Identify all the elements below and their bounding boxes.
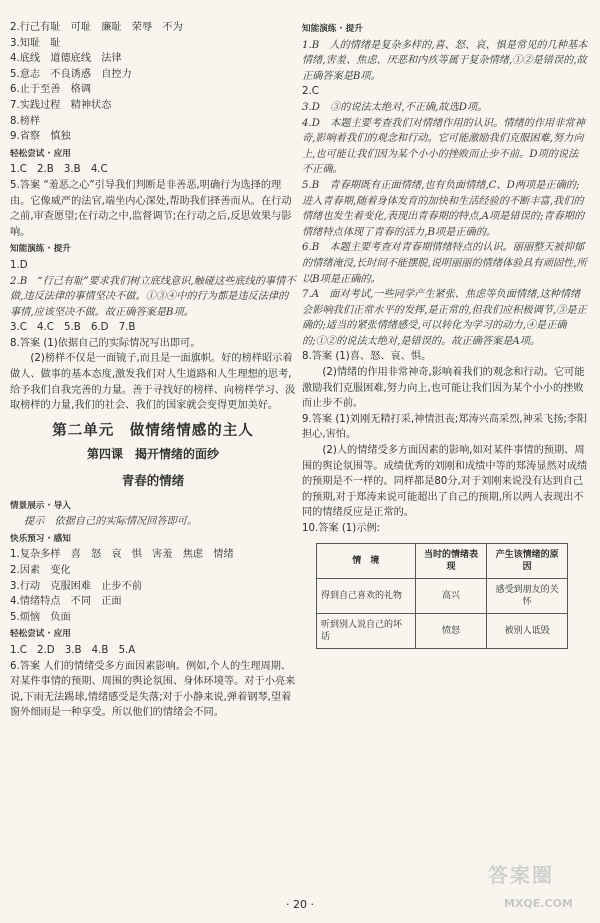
table-cell: 听到别人说自己的坏话 [317, 613, 416, 648]
answer-line: 7.实践过程 精神状态 [10, 99, 112, 111]
answer-line: 3.行动 克服困难 止步不前 [10, 580, 142, 592]
answer-paragraph: 2.B “行己有耻”要求我们树立底线意识,触碰这些底线的事情不做,违反法律的事情坚决不做。①③④中的行为都是违反法律的事情,应该坚决不做。故正确答案是B项。 [10, 275, 296, 318]
answer-line: 4.底线 道德底线 法律 [10, 53, 122, 65]
answer-line: 2.因素 变化 [10, 565, 71, 576]
table-header: 产生该情绪的原因 [487, 543, 568, 578]
answer-paragraph: 9.答案 (1)刘刚无精打采,神情沮丧;郑涛兴高采烈,神采飞扬;李阳担心,害怕。 [302, 413, 588, 441]
answer-paragraph: (2)情绪的作用非常神奇,影响着我们的观念和行动。它可能激励我们克服困难,努力向上,也可能让我们因为某个小小的挫败而止步不前。 [302, 367, 585, 410]
table-header-row [317, 543, 568, 578]
answer-paragraph: 1.B 人的情绪是复杂多样的,喜、怒、哀、惧是常见的几种基本情绪,害羞、焦虑、厌恶和内疚等属于复杂情绪,①②是错误的,故正确答案是B项。 [302, 39, 588, 82]
answer-line: 8.榜样 [10, 115, 41, 127]
lesson-title: 第四课 揭开情绪的面纱 [86, 447, 219, 462]
emotion-table [316, 543, 568, 649]
answer-line: 5.意志 不良诱惑 自控力 [10, 68, 132, 80]
section-heading: 轻松尝试 · 应用 [10, 629, 71, 640]
answer-line: 2.行己有耻 可耻 廉耻 荣辱 不为 [10, 22, 183, 33]
answer-paragraph: (2)人的情绪受多方面因素的影响,如对某件事情的预期、周围的舆论氛围等。成绩优秀的刘刚和成绩中等的郑涛显然对成绩的预期是不一样的。同样都是80分,对于刘刚来说没有达到自己的预期,对于郑涛来说可能超出了自己的预期,所以两人表现出不同的情绪反应是正常的。 [302, 445, 588, 519]
table-cell: 被别人诋毁 [487, 613, 568, 648]
unit-title: 第二单元 做情绪情感的主人 [52, 422, 254, 439]
table-cell: 得到自己喜欢的礼物 [317, 578, 416, 613]
answer-paragraph: 5.B 青春期既有正面情绪,也有负面情绪,C、D两项是正确的;进入青春期,随着身体发育的加快和生活经验的不断丰富,我们的情绪也发生着变化,表现出青春期的特点,A项是错误的;青春期的情绪特点体现了青春的活力,B项是正确的。 [302, 179, 585, 238]
page-number: · 20 · [286, 898, 314, 911]
answer-line: 5.烦恼 负面 [10, 611, 71, 623]
tip-line: 提示 依据自己的实际情况回答即可。 [24, 516, 198, 528]
left-column [10, 20, 296, 721]
answer-paragraph: (2)榜样不仅是一面镜子,而且是一面旗帜。好的榜样昭示着做人、做事的基本态度,激发我们对人生道路和人生理想的思考,给予我们自我完善的力量。善于寻找好的榜样、向榜样学习、汲取榜样的力量,我们的社会、我们的国家就会变得更加美好。 [10, 353, 296, 412]
table-header: 当时的情绪表现 [415, 543, 487, 578]
right-column [302, 20, 588, 649]
answer-line: 8.答案 (1)依据自己的实际情况写出即可。 [10, 337, 201, 349]
table-cell: 高兴 [415, 578, 487, 613]
answer-line: 6.止于至善 格调 [10, 84, 92, 96]
answer-paragraph: 7.A 面对考试,一些同学产生紧张、焦虑等负面情绪,这种情绪会影响我们正常水平的发挥,是正常的,但我们应积极调节,③是正确的;适当的紧张情绪感受,可以转化为学习的动力,④是正确的;①②的说法太绝对,是错误的。故正确答案是A项。 [302, 289, 587, 347]
table-cell: 感受到朋友的关怀 [487, 578, 568, 613]
answer-line: 10.答案 (1)示例: [302, 523, 381, 534]
section-heading: 知能演练 · 提升 [302, 24, 363, 34]
table-row [317, 578, 568, 613]
section-heading: 情景展示 · 导入 [10, 500, 71, 511]
answer-paragraph: 5.答案 “羞恶之心”引导我们判断是非善恶,明确行为选择的理由。它像威严的法官,端坐内心深处,帮助我们择善而从。在行动之前,审查愿望;在行动之中,监督调节;在行动之后,反思效果与影响。 [10, 179, 292, 238]
answer-line: 1.C 2.B 3.B 4.C [10, 164, 108, 176]
answer-line: 1.D [10, 259, 28, 271]
answer-paragraph: 6.答案 人们的情绪受多方面因素影响。例如,个人的生理周期、对某件事情的预期、周围的舆论氛围、身体环境等。对于小亮来说,下雨无法踢球,情绪感受是失落;对于小静来说,弹着钢琴,望着窗外细雨是一种享受。所以他们的情绪会不同。 [10, 660, 296, 719]
topic-title: 青春的情绪 [121, 473, 185, 489]
table-header: 情 境 [317, 543, 416, 578]
answer-paragraph: 1.复杂多样 喜 怒 哀 惧 害羞 焦虑 情绪 [10, 549, 234, 561]
answer-line: 8.答案 (1)喜、怒、哀、惧。 [302, 351, 432, 363]
answer-line: 3.C 4.C 5.B 6.D 7.B [10, 322, 136, 334]
table-cell: 愤怒 [415, 613, 487, 648]
answer-line: 3.知耻 耻 [10, 37, 61, 49]
section-heading: 轻松尝试 · 应用 [10, 148, 71, 159]
watermark: 答案圈 [488, 863, 554, 887]
answer-line: 9.省察 慎独 [10, 131, 71, 143]
section-heading: 知能演练 · 提升 [10, 244, 71, 255]
table-row [317, 613, 568, 648]
answer-paragraph: 6.B 本题主要考查对青春期情绪特点的认识。丽丽整天被抑郁的情绪淹没,长时间不能摆脱,说明丽丽的情绪体验具有顽固性,所以B项是正确的。 [302, 242, 587, 285]
watermark-url: MXQE.COM [504, 897, 573, 910]
answer-line: 2.C [302, 86, 319, 98]
answer-paragraph: 3.D ③的说法太绝对,不正确,故选D项。 [302, 101, 488, 113]
section-heading: 快乐预习 · 感知 [10, 533, 71, 544]
answer-line: 4.情绪特点 不同 正面 [10, 596, 122, 608]
answer-line: 1.C 2.D 3.B 4.B 5.A [10, 644, 136, 656]
answer-paragraph: 4.D 本题主要考查我们对情绪作用的认识。情绪的作用非常神奇,影响着我们的观念和行动。它可能激励我们克服困难,努力向上,也可能让我们因为某个小小的挫败而止步不前。D项的说法不正确。 [302, 117, 585, 176]
